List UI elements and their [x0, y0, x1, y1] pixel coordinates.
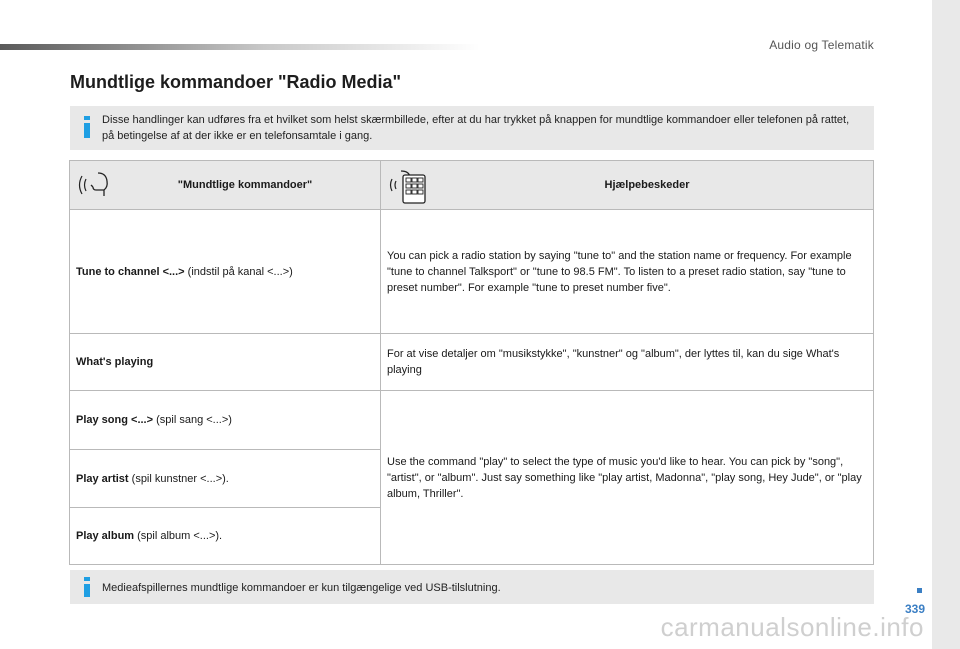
- command-translation: (indstil på kanal <...>): [184, 265, 293, 278]
- help-cell: You can pick a radio station by saying "tune to" and the station name or frequency. For example "tune to channel Talksport" or "tune to 98.5 FM". To listen to a preset radio station, say "tune to preset number". For example "tune to preset number five".: [381, 210, 874, 334]
- command-name: Tune to channel <...>: [76, 265, 185, 278]
- table-row: [70, 210, 874, 334]
- page-title: Mundtlige kommandoer "Radio Media": [70, 72, 402, 92]
- column-header-help-label: Hjælpebeskeder: [604, 179, 690, 191]
- command-translation: (spil kunstner <...>).: [128, 472, 229, 485]
- column-header-commands-label: "Mundtlige kommandoer": [177, 179, 313, 191]
- column-header-commands: [70, 161, 381, 210]
- command-translation: (spil sang <...>): [153, 414, 232, 426]
- voice-help-keypad-icon: [387, 165, 427, 205]
- command-cell: [70, 210, 381, 334]
- column-header-help: [381, 161, 874, 210]
- command-name: Play album: [76, 530, 135, 542]
- section-title: Audio og Telematik: [769, 38, 874, 52]
- command-name: What's playing: [76, 356, 154, 368]
- command-cell: [70, 450, 381, 508]
- side-margin-strip: [932, 0, 960, 649]
- command-cell: [70, 334, 381, 391]
- page-number: 339: [904, 602, 925, 616]
- voice-command-icon: [76, 165, 116, 205]
- command-cell: [70, 508, 381, 565]
- help-cell: For at vise detaljer om "musikstykke", "kunstner" og "album", der lyttes til, kan du sige What's playing: [381, 334, 874, 391]
- command-translation: (spil album <...>).: [134, 530, 223, 542]
- command-cell: [70, 391, 381, 450]
- command-name: Play artist: [76, 472, 129, 485]
- table-row: [70, 334, 874, 391]
- help-cell: Use the command "play" to select the type of music you'd like to hear. You can pick by "song", "artist", or "album". Just say something like "play artist, Madonna", "play song, Hey Jude", or "play album, Thriller".: [381, 391, 874, 565]
- voice-commands-table: [69, 160, 874, 565]
- info-icon: [84, 116, 90, 138]
- page-marker: [917, 588, 922, 593]
- command-name: Play song <...>: [76, 414, 154, 426]
- info-note-text: Medieafspillernes mundtlige kommandoer er kun tilgængelige ved USB-tilslutning.: [102, 582, 501, 594]
- watermark: carmanualsonline.info: [660, 612, 924, 642]
- info-note-text: Disse handlinger kan udføres fra et hvilket som helst skærmbillede, efter at du har trykket på knappen for mundtlige kommandoer eller telefonen på rattet, på betingelse af at der ikke er en telefonsamtale i gang.: [102, 114, 850, 142]
- table-row: [70, 391, 874, 450]
- info-note-top: [70, 106, 874, 150]
- info-note-bottom: [70, 570, 874, 604]
- header-gradient-bar: [0, 44, 480, 50]
- info-icon: [84, 577, 90, 597]
